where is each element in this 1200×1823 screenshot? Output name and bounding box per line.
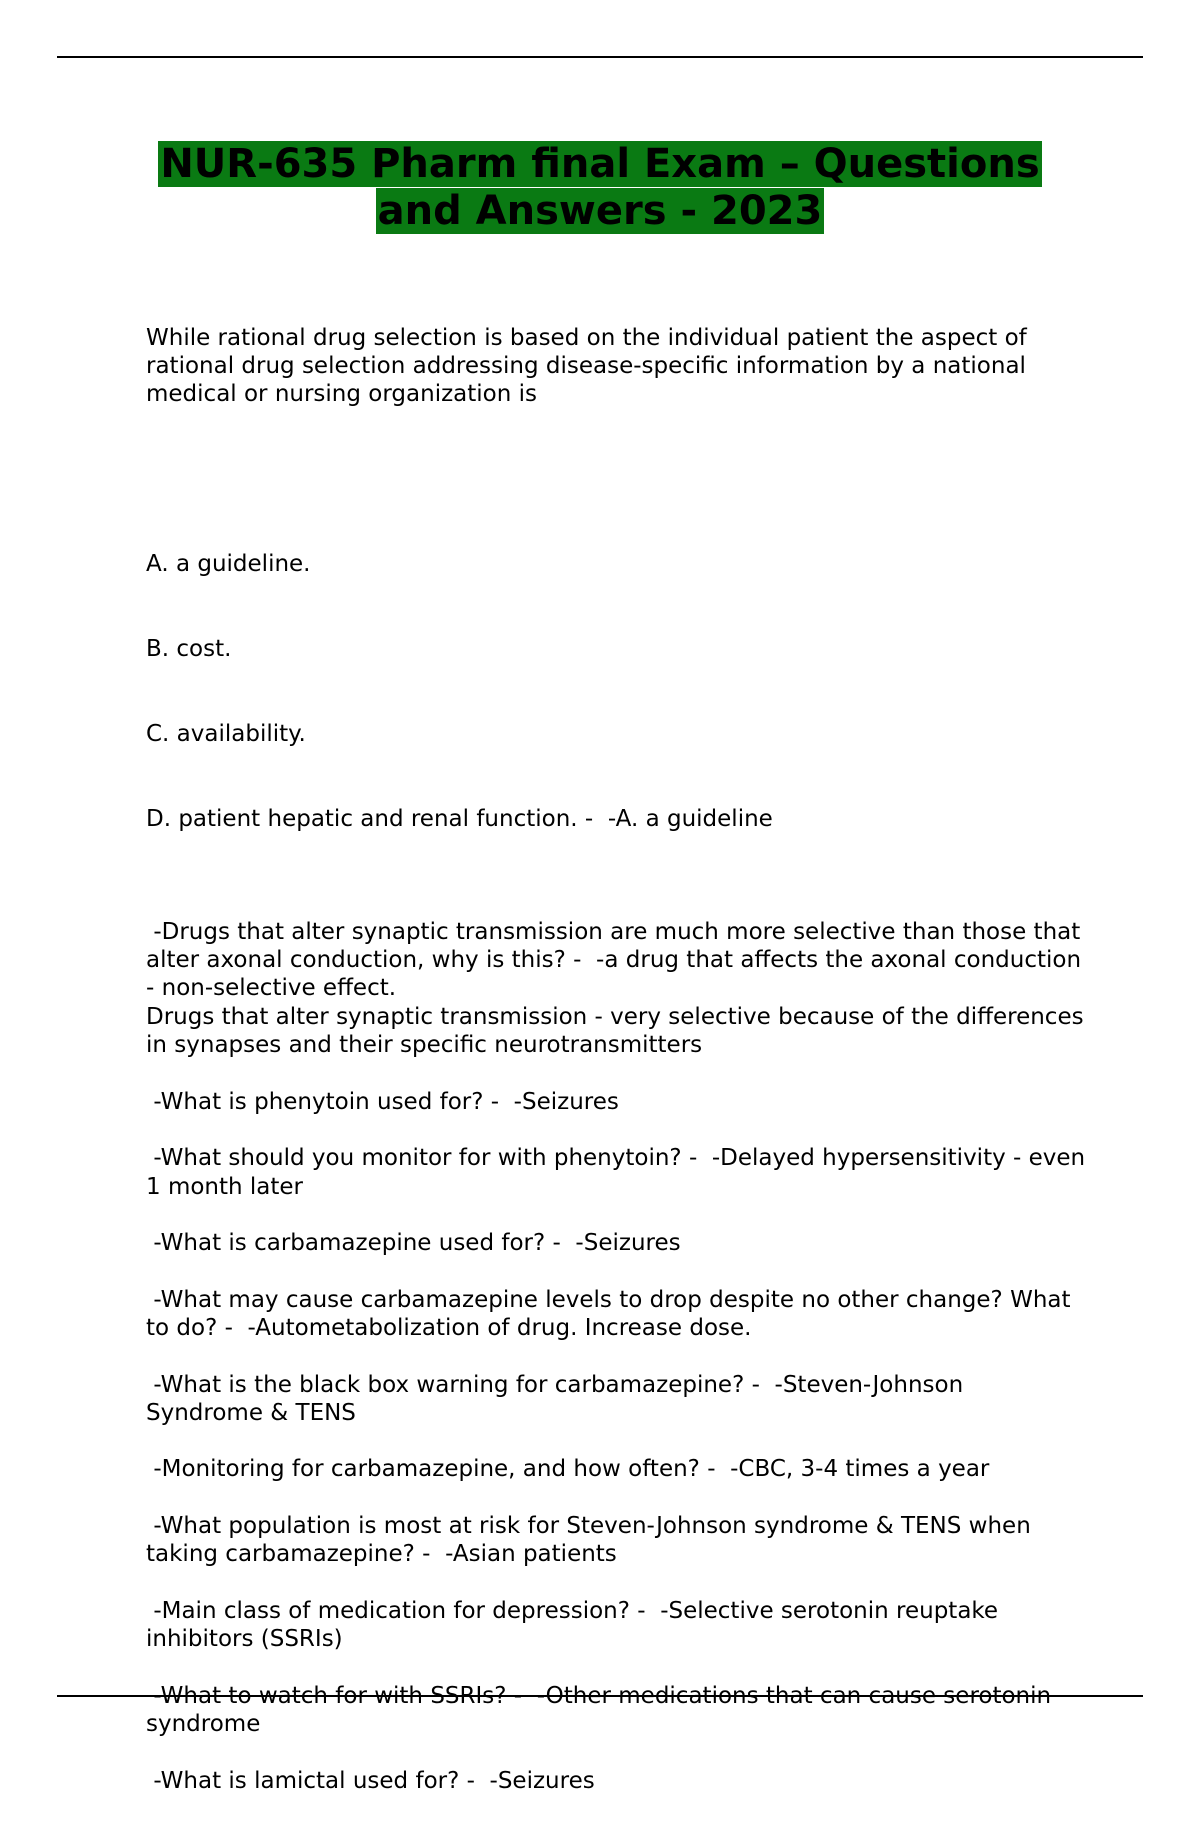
qa-item [146, 1767, 1086, 1795]
title-line-2: and Answers - 2023 [377, 188, 823, 234]
qa-item [146, 1229, 1086, 1257]
option-b: B. cost. [146, 635, 232, 662]
option-c: C. availability. [146, 720, 306, 747]
qa-item [146, 918, 1091, 1059]
qa-item [146, 1371, 1086, 1428]
qa-text: -What may cause carbamazepine levels to drop despite no other change? What to do? - -Autometabolization of drug. Increase dose. [146, 1286, 1078, 1341]
document-body [146, 267, 1093, 1823]
qa-text: -Main class of medication for depression? - -Selective serotonin reuptake inhibitors (SSRIs) [146, 1597, 1006, 1653]
qa-text: -What is phenytoin used for? - -Seizures [146, 1088, 619, 1115]
qa-item [146, 1597, 1086, 1654]
top-rule [57, 56, 1143, 58]
option-a: A. a guideline. [146, 550, 311, 577]
title-line-1: NUR-635 Pharm final Exam – Questions [160, 141, 1040, 187]
qa-item [146, 1512, 1086, 1569]
intro-options-block [146, 493, 1086, 889]
qa-item [146, 1455, 1086, 1483]
qa-text: -Drugs that alter synaptic transmission are much more selective than those that alter axonal conduction, why is this? - -a drug that affects the axonal conduction - non-selective effect. [146, 918, 1089, 1002]
qa-list [146, 918, 1093, 1795]
qa-text: -What is carbamazepine used for? - -Seizures [146, 1230, 681, 1257]
qa-item [146, 1682, 1086, 1739]
qa-text: -What to watch for with SSRIs? - -Other medications that can cause serotonin syndrome [146, 1682, 1059, 1738]
qa-text: -Monitoring for carbamazepine, and how often? - -CBC, 3-4 times a year [146, 1456, 990, 1483]
qa-text: -What is lamictal used for? - -Seizures [146, 1767, 595, 1794]
page-title [100, 141, 1100, 235]
qa-text: -What population is most at risk for Steven-Johnson syndrome & TENS when taking carbamazepine? - -Asian patients [146, 1513, 1039, 1568]
option-d-with-answer: D. patient hepatic and renal function. - -A. a guideline [146, 805, 773, 832]
qa-text: -What should you monitor for with phenytoin? - -Delayed hypersensitivity - even 1 month later [146, 1145, 1093, 1200]
qa-item [146, 1088, 1086, 1116]
intro-question-text: While rational drug selection is based on the individual patient the aspect of rational drug selection addressing disease-specific information by a national medical or nursing organization is [146, 324, 1035, 408]
qa-text: -What is the black box warning for carbamazepine? - -Steven-Johnson Syndrome & TENS [146, 1371, 971, 1426]
qa-item [146, 1286, 1086, 1343]
qa-item [146, 1144, 1093, 1201]
qa-text: Drugs that alter synaptic transmission - very selective because of the differences in synapses and their specific neurotransmitters [146, 1003, 1091, 1059]
bottom-rule [57, 1695, 1143, 1697]
intro-question-block [146, 267, 1086, 465]
